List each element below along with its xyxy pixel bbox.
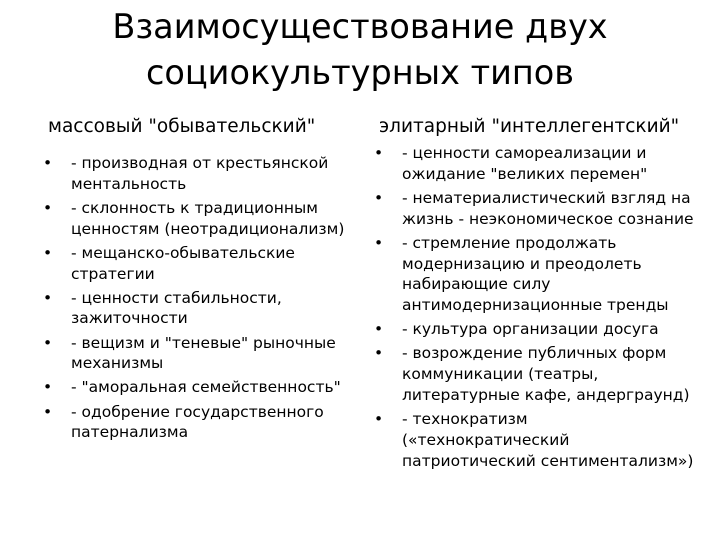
- slide-title: [0, 4, 720, 96]
- slide-title-line-2: социокультурных типов: [145, 53, 575, 92]
- left-list-item: • - склонность к традиционным ценностям (неотрадиционализм): [43, 198, 357, 240]
- right-list-item: • - возрождение публичных форм коммуникации (театры, литературные кафе, андерграунд): [374, 343, 694, 405]
- left-column-heading: массовый "обывательский": [48, 116, 316, 137]
- slide-title-line-1: Взаимосуществование двух: [112, 7, 608, 46]
- right-column-list: [374, 143, 694, 475]
- left-list-item: • - одобрение государственного патернализма: [43, 402, 357, 444]
- right-list-item: • - ценности самореализации и ожидание "великих перемен": [374, 143, 694, 185]
- left-list-item: • - мещанско-обывательские стратегии: [43, 243, 357, 285]
- right-column-heading: элитарный "интеллегентский": [379, 116, 680, 137]
- right-list-item: • - культура организации досуга: [374, 319, 694, 340]
- left-column-list: [43, 153, 357, 446]
- left-list-item: • - ценности стабильности, зажиточности: [43, 288, 357, 330]
- left-list-item: • - производная от крестьянской ментальность: [43, 153, 357, 195]
- right-list-item: • - стремление продолжать модернизацию и преодолеть набирающие силу антимодернизационные тренды: [374, 233, 694, 316]
- right-list-item: • - нематериалистический взгляд на жизнь - неэкономическое сознание: [374, 188, 694, 230]
- left-list-item: • - вещизм и "теневые" рыночные механизмы: [43, 333, 357, 375]
- right-list-item: • - технократизм («технократический патриотический сентиментализм»): [374, 409, 694, 471]
- left-list-item: • - "аморальная семейственность": [43, 377, 357, 398]
